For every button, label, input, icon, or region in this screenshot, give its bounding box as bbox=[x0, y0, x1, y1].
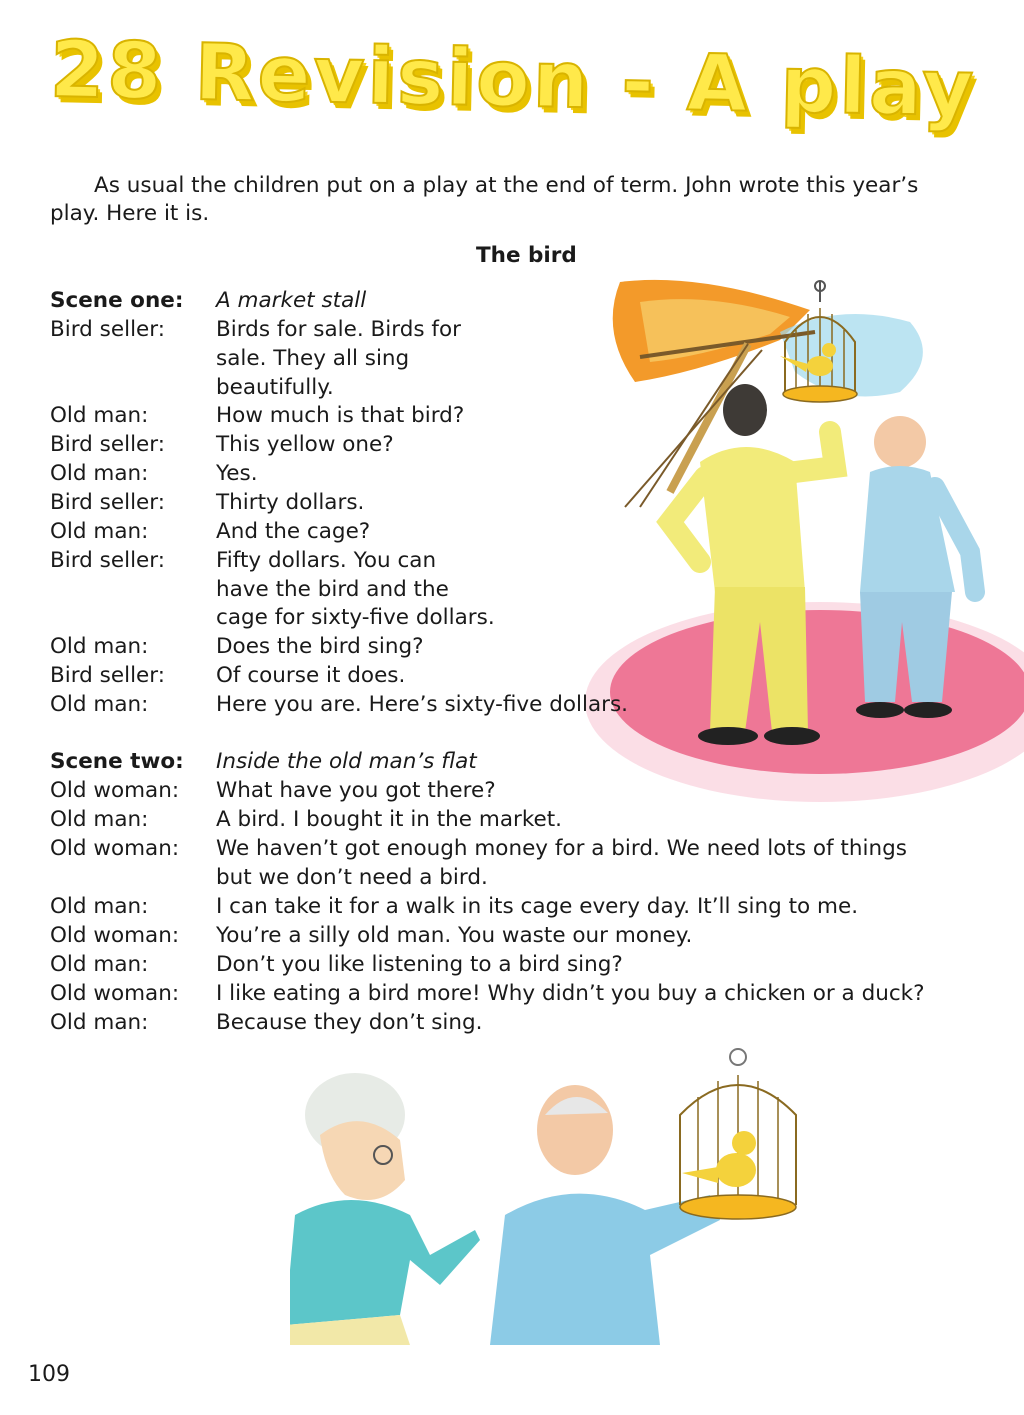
line-text: have the bird and the bbox=[216, 577, 449, 602]
couple-illustration bbox=[290, 1045, 810, 1345]
line-text: How much is that bird? bbox=[216, 403, 465, 428]
speaker: Bird seller: bbox=[50, 317, 165, 342]
speaker: Old woman: bbox=[50, 981, 180, 1006]
line-text: Thirty dollars. bbox=[216, 490, 365, 515]
speaker: Old man: bbox=[50, 461, 149, 486]
line-text: Birds for sale. Birds for bbox=[216, 317, 461, 342]
speaker: Old man: bbox=[50, 894, 149, 919]
line-text: Don’t you like listening to a bird sing? bbox=[216, 952, 623, 977]
old-man-figure bbox=[490, 1085, 720, 1345]
dialogue-line bbox=[50, 632, 424, 661]
line-text: Yes. bbox=[216, 461, 258, 486]
line-text: We haven’t got enough money for a bird. We need lots of things bbox=[216, 836, 907, 861]
scene-label: Scene one: bbox=[50, 288, 184, 313]
line-text: You’re a silly old man. You waste our money. bbox=[216, 923, 693, 948]
line-text: I like eating a bird more! Why didn’t you buy a chicken or a duck? bbox=[216, 981, 925, 1006]
speaker: Bird seller: bbox=[50, 490, 165, 515]
speaker: Bird seller: bbox=[50, 663, 165, 688]
dialogue-line bbox=[50, 892, 858, 921]
page-number: 109 bbox=[28, 1362, 70, 1387]
line-text: cage for sixty-five dollars. bbox=[216, 605, 495, 630]
dialogue-line bbox=[50, 517, 370, 546]
speaker: Old man: bbox=[50, 519, 149, 544]
line-text: I can take it for a walk in its cage every day. It’ll sing to me. bbox=[216, 894, 859, 919]
line-text: This yellow one? bbox=[216, 432, 394, 457]
speaker: Bird seller: bbox=[50, 432, 165, 457]
speaker: Old man: bbox=[50, 692, 149, 717]
scene-setting: Inside the old man’s flat bbox=[216, 749, 477, 774]
market-stall-illustration bbox=[580, 262, 1024, 822]
dialogue-line-continued bbox=[50, 344, 409, 373]
birdcage-icon bbox=[680, 1049, 796, 1219]
dialogue-line bbox=[50, 459, 258, 488]
line-text: beautifully. bbox=[216, 375, 334, 400]
line-text: sale. They all sing bbox=[216, 346, 410, 371]
line-text: Here you are. Here’s sixty-five dollars. bbox=[216, 692, 629, 717]
dialogue-line-continued bbox=[50, 575, 449, 604]
speaker: Bird seller: bbox=[50, 548, 165, 573]
dialogue-line bbox=[50, 430, 394, 459]
speaker: Old man: bbox=[50, 1010, 149, 1035]
intro-paragraph: As usual the children put on a play at the end of term. John wrote this year’s play. Here it is. bbox=[50, 173, 919, 226]
dialogue-line bbox=[50, 1008, 483, 1037]
scene-setting: A market stall bbox=[216, 288, 367, 313]
speaker: Old woman: bbox=[50, 923, 180, 948]
dialogue-line bbox=[50, 776, 496, 805]
speaker: Old man: bbox=[50, 634, 149, 659]
speaker: Old woman: bbox=[50, 836, 180, 861]
dialogue-line bbox=[50, 661, 405, 690]
dialogue-line bbox=[50, 488, 364, 517]
dialogue-line bbox=[50, 805, 562, 834]
dialogue-line-continued bbox=[50, 863, 488, 892]
speaker: Old man: bbox=[50, 403, 149, 428]
old-woman-figure bbox=[290, 1073, 480, 1345]
scene-two-heading bbox=[50, 747, 477, 776]
scene-one-heading bbox=[50, 286, 366, 315]
line-text: Does the bird sing? bbox=[216, 634, 424, 659]
speaker: Old man: bbox=[50, 952, 149, 977]
dialogue-line bbox=[50, 921, 692, 950]
page-title: 28 Revision - A play bbox=[49, 25, 978, 135]
scene-label: Scene two: bbox=[50, 749, 184, 774]
line-text: A bird. I bought it in the market. bbox=[216, 807, 563, 832]
line-text: but we don’t need a bird. bbox=[216, 865, 488, 890]
play-title: The bird bbox=[476, 243, 577, 268]
line-text: And the cage? bbox=[216, 519, 371, 544]
line-text: What have you got there? bbox=[216, 778, 496, 803]
dialogue-line bbox=[50, 979, 925, 1008]
dialogue-line bbox=[50, 546, 436, 575]
line-text: Because they don’t sing. bbox=[216, 1010, 483, 1035]
speaker: Old man: bbox=[50, 807, 149, 832]
dialogue-line bbox=[50, 315, 461, 344]
line-text: Fifty dollars. You can bbox=[216, 548, 437, 573]
dialogue-line bbox=[50, 834, 907, 863]
dialogue-line bbox=[50, 401, 464, 430]
dialogue-line bbox=[50, 950, 623, 979]
dialogue-line bbox=[50, 690, 628, 719]
dialogue-line-continued bbox=[50, 373, 334, 402]
speaker: Old woman: bbox=[50, 778, 180, 803]
dialogue-line-continued bbox=[50, 603, 495, 632]
line-text: Of course it does. bbox=[216, 663, 406, 688]
